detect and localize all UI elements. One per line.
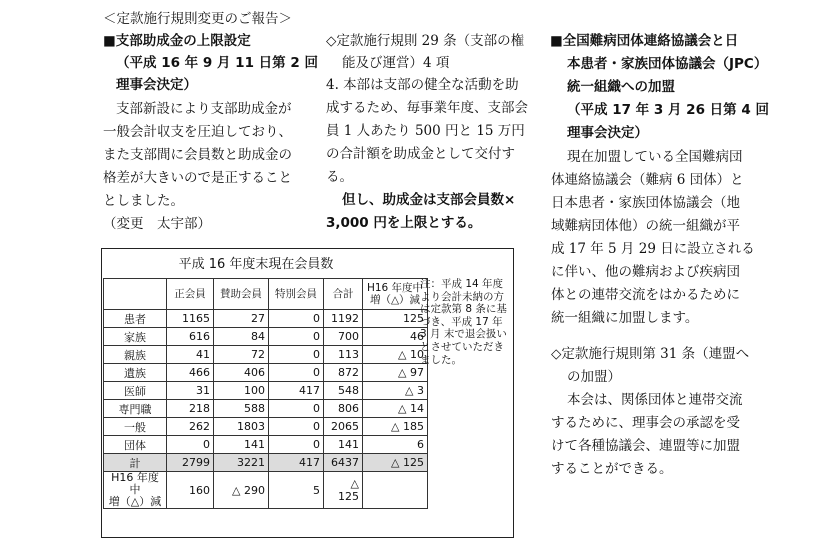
table-cell: 548 [324,382,363,400]
mid-body-line: の合計額を助成金として交付す [326,146,515,162]
right-heading-line: 本患者・家族団体協議会（JPC） [567,56,768,72]
table-cell: 46 [363,328,428,346]
table-row [104,346,428,364]
right-body-line: 域難病団体他）の統一組織が平 [551,218,740,234]
table-cell: 806 [324,400,363,418]
left-decision-line-1: （平成 16 年 9 月 11 日第 2 回 [116,55,318,71]
left-body-line: 格差が大きいので是正すること [103,170,292,186]
table-cell: 6437 [324,454,363,472]
table-cell: △ 125 [363,454,428,472]
table-cell: 0 [167,436,214,454]
table-cell [363,472,428,509]
table-cell: 700 [324,328,363,346]
left-body-line: としました。 [103,193,184,209]
right-body-line: に伴い、他の難病および疾病団 [551,264,740,280]
table-cell: 417 [269,454,324,472]
right-rule-line: 本会は、関係団体と連帯交流 [567,392,743,408]
table-cell: △ 125 [324,472,363,509]
table-row [104,310,428,328]
left-body-line: また支部間に会員数と助成金の [103,147,292,163]
table-cell: 218 [167,400,214,418]
table-cell: 2799 [167,454,214,472]
table-cell: 872 [324,364,363,382]
table-cell: 2065 [324,418,363,436]
table-cell: 141 [324,436,363,454]
table-cell: 160 [167,472,214,509]
left-heading: ■支部助成金の上限設定 [103,33,251,49]
right-body-line: 統一組織に加盟します。 [551,310,699,326]
table-cell: △ 10 [363,346,428,364]
table-cell: 0 [269,346,324,364]
right-body-line: 体との連帯交流をはかるために [551,287,740,303]
table-cell: 0 [269,364,324,382]
right-rule-line: けて各種協議会、連盟等に加盟 [551,438,740,454]
table-header-cell: 賛助会員 [214,279,269,310]
right-body-line: 現在加盟している全国難病団 [567,149,743,165]
left-body-line: 支部新設により支部助成金が [116,101,292,117]
table-cell: 262 [167,418,214,436]
table-header-cell: 合計 [324,279,363,310]
member-table-note: 注：平成 14 年度より会計未納の方は定款第 8 条に基づき、平成 17 年 3 月 末で退会扱いとさせていただきました。 [420,278,507,366]
row-label-cell: 一般 [104,418,167,436]
table-cell: 27 [214,310,269,328]
right-decision-line-2: 理事会決定） [567,125,648,141]
left-decision-line-2: 理事会決定） [116,77,197,93]
table-header-cell: 正会員 [167,279,214,310]
table-cell: 588 [214,400,269,418]
right-rule-heading-line-2: の加盟） [567,369,621,385]
row-label-cell: 親族 [104,346,167,364]
member-table-title: 平成 16 年度末現在会員数 [178,257,334,272]
mid-bold-line-1: 但し、助成金は支部会員数× [342,192,516,208]
member-table [103,278,428,509]
table-cell: 141 [214,436,269,454]
table-cell: 466 [167,364,214,382]
table-row [104,382,428,400]
mid-body-line: 4. 本部は支部の健全な活動を助 [326,77,519,93]
table-cell: 0 [269,310,324,328]
table-cell: 1192 [324,310,363,328]
table-header-cell: 特別会員 [269,279,324,310]
right-body-line: 日本患者・家族団体協議会（地 [551,195,740,211]
table-cell: 100 [214,382,269,400]
section-header: ＜定款施行規則変更のご報告＞ [103,11,292,27]
table-cell: 0 [269,328,324,346]
mid-heading-line-1: ◇定款施行規則 29 条（支部の権 [326,33,525,49]
right-decision-line-1: （平成 17 年 3 月 26 日第 4 回 [567,102,769,118]
right-rule-heading-line-1: ◇定款施行規則第 31 条（連盟へ [551,346,750,362]
right-heading-line: ■全国難病団体連絡協議会と日 [550,33,739,49]
table-cell: 1165 [167,310,214,328]
table-cell: 0 [269,418,324,436]
table-cell: 31 [167,382,214,400]
table-header-cell: H16 年度中 増（△）減 [363,279,428,310]
right-body-line: 体連絡協議会（難病 6 団体）と [551,172,744,188]
table-cell: 5 [269,472,324,509]
mid-body-line: 成するため、毎事業年度、支部会 [326,100,528,116]
table-row [104,400,428,418]
table-cell: 616 [167,328,214,346]
right-heading-line: 統一組織への加盟 [567,79,675,95]
table-cell: 417 [269,382,324,400]
table-cell: 406 [214,364,269,382]
table-cell: 6 [363,436,428,454]
table-cell: 84 [214,328,269,346]
row-label-cell: 患者 [104,310,167,328]
table-cell: 72 [214,346,269,364]
table-row [104,436,428,454]
table-cell: 1803 [214,418,269,436]
row-label-cell: 遺族 [104,364,167,382]
row-label-cell: 計 [104,454,167,472]
table-cell: △ 185 [363,418,428,436]
right-rule-line: することができる。 [551,461,673,477]
table-cell: △ 290 [214,472,269,509]
mid-bold-line-2: 3,000 円を上限とする。 [326,215,482,231]
table-cell: 41 [167,346,214,364]
row-label-cell: 医師 [104,382,167,400]
row-label-cell: 専門職 [104,400,167,418]
table-cell: △ 3 [363,382,428,400]
table-row [104,472,428,509]
table-cell: 0 [269,436,324,454]
table-cell: 113 [324,346,363,364]
table-row [104,364,428,382]
row-label-cell: 団体 [104,436,167,454]
table-header-row [104,279,428,310]
right-body-line: 成 17 年 5 月 29 日に設立される [551,241,755,257]
left-body-line: 一般会計収支を圧迫しており、 [103,124,292,140]
mid-body-line: る。 [326,169,353,185]
table-cell: 0 [269,400,324,418]
row-label-cell: 家族 [104,328,167,346]
table-cell: △ 97 [363,364,428,382]
table-row [104,328,428,346]
row-label-cell: H16 年度中 増（△）減 [104,472,167,509]
table-row [104,418,428,436]
mid-heading-line-2: 能及び運営）4 項 [342,55,450,71]
table-header-cell [104,279,167,310]
right-rule-line: するために、理事会の承認を受 [551,415,740,431]
table-total-row [104,454,428,472]
left-author: （変更 太宇部） [103,216,211,232]
table-cell: 3221 [214,454,269,472]
table-cell: △ 14 [363,400,428,418]
mid-body-line: 員 1 人あたり 500 円と 15 万円 [326,123,525,139]
table-cell: 125 [363,310,428,328]
